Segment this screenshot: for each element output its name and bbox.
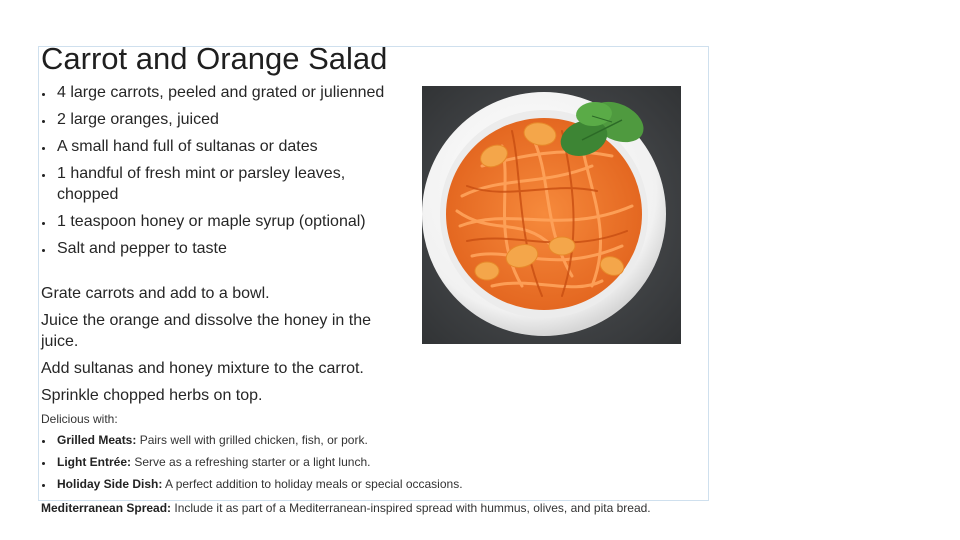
instruction-step: Add sultanas and honey mixture to the carrot. — [41, 360, 364, 377]
ingredient-item: 1 handful of fresh mint or parsley leaves, chopped — [41, 163, 401, 205]
pairing-label: Grilled Meats: — [57, 433, 137, 447]
pairing-label: Light Entrée: — [57, 455, 131, 469]
mediterranean-label: Mediterranean Spread: — [41, 501, 172, 515]
ingredient-item: 2 large oranges, juiced — [41, 109, 401, 130]
pairing-text: Serve as a refreshing starter or a light lunch. — [131, 455, 371, 469]
ingredient-item: A small hand full of sultanas or dates — [41, 136, 401, 157]
pairing-text: A perfect addition to holiday meals or special occasions. — [162, 477, 463, 491]
carrot-salad-photo — [422, 86, 681, 344]
pairing-text: Pairs well with grilled chicken, fish, or pork. — [136, 433, 368, 447]
pairing-item — [41, 454, 701, 471]
instruction-step: Juice the orange and dissolve the honey in the juice. — [41, 312, 372, 350]
ingredient-item: 1 teaspoon honey or maple syrup (optional) — [41, 211, 401, 232]
instructions — [41, 283, 401, 412]
instruction-step: Grate carrots and add to a bowl. — [41, 285, 270, 302]
ingredient-item: 4 large carrots, peeled and grated or julienned — [41, 82, 401, 103]
ingredients-list — [41, 82, 401, 265]
instruction-step: Sprinkle chopped herbs on top. — [41, 387, 263, 404]
salad-bowl-illustration — [422, 86, 681, 344]
pairing-item — [41, 476, 701, 493]
mediterranean-text: Include it as part of a Mediterranean-inspired spread with hummus, olives, and pita bread. — [171, 501, 651, 515]
recipe-title: Carrot and Orange Salad — [41, 41, 388, 76]
pairings-list — [41, 432, 701, 498]
pairing-label: Holiday Side Dish: — [57, 477, 163, 491]
mediterranean-spread-note — [41, 500, 651, 517]
delicious-with-heading: Delicious with: — [41, 412, 118, 426]
pairing-item — [41, 432, 701, 449]
ingredient-item: Salt and pepper to taste — [41, 238, 401, 259]
